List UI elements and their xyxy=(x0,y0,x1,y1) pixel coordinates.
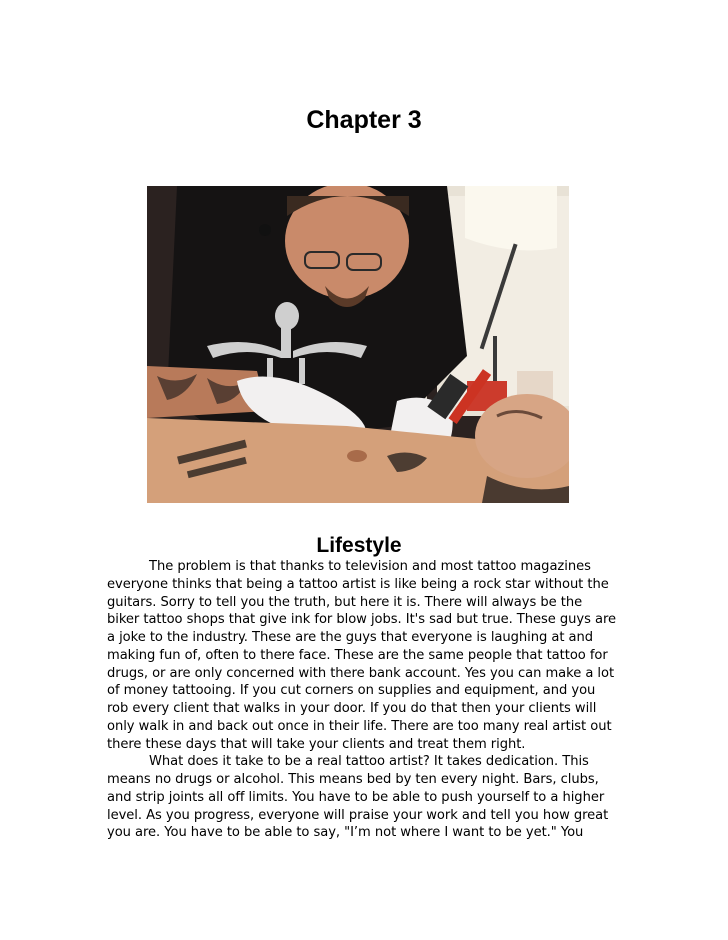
photo-illustration xyxy=(147,186,569,503)
paragraph-2-line: and strip joints all off limits. You have to be able to push yourself to a higher xyxy=(107,789,605,805)
paragraph-1-line: there these days that will take your clients and treat them right. xyxy=(107,736,526,752)
section-title: Lifestyle xyxy=(316,534,402,557)
chapter-title: Chapter 3 xyxy=(306,106,422,134)
body-text xyxy=(107,558,627,842)
paragraph-1-line: only walk in and back out once in their life. There are too many real artist out xyxy=(107,718,612,734)
paragraph-2-line: level. As you progress, everyone will praise your work and tell you how great xyxy=(107,807,609,823)
paragraph-1-line: drugs, or are only concerned with there bank account. Yes you can make a lot xyxy=(107,665,615,681)
paragraph-1-line: guitars. Sorry to tell you the truth, but here it is. There will always be the xyxy=(107,594,583,610)
paragraph-1-line: a joke to the industry. These are the guys that everyone is laughing at and xyxy=(107,630,594,645)
paragraph-1-line: biker tattoo shops that give ink for blow jobs. It's sad but true. These guys are xyxy=(107,612,617,628)
paragraph-1-line: making fun of, often to there face. These are the same people that tattoo for xyxy=(107,647,608,663)
paragraph-2-line: What does it take to be a real tattoo artist? It takes dedication. This xyxy=(149,754,589,770)
paragraph-1-line: of money tattooing. If you cut corners on supplies and equipment, and you xyxy=(107,683,596,699)
paragraph-2-line: you are. You have to be able to say, "I’m not where I want to be yet." You xyxy=(107,825,584,841)
paragraph-1-line: rob every client that walks in your door. If you do that then your clients will xyxy=(107,701,597,716)
paragraph-2-line: means no drugs or alcohol. This means bed by ten every night. Bars, clubs, xyxy=(107,772,599,787)
paragraph-1-line: everyone thinks that being a tattoo artist is like being a rock star without the xyxy=(107,576,609,592)
photo-tattoo-artist-working xyxy=(147,186,569,503)
paragraph-1-line: The problem is that thanks to television and most tattoo magazines xyxy=(149,559,591,574)
